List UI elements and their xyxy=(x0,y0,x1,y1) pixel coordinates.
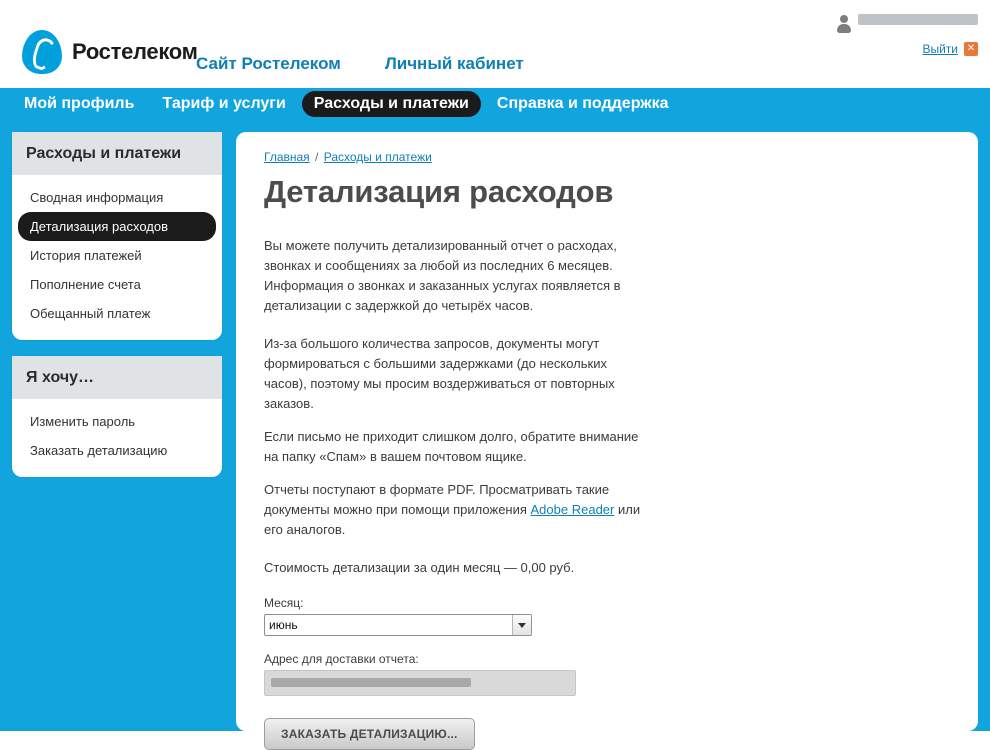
pdf-paragraph-after: или его аналогов. xyxy=(264,502,641,537)
nav-item-support[interactable]: Справка и поддержка xyxy=(496,95,669,112)
breadcrumb-home[interactable]: Главная xyxy=(264,150,310,164)
intro-paragraph: Вы можете получить детализированный отчет о расходах, звонках и сообщениях за любой из последних 6 месяцев. Информация о звонках и заказанных услугах появляется в детализации с задержкой до четырёх часов. xyxy=(264,238,621,313)
sidebar-panel-i-want xyxy=(12,356,222,477)
pdf-paragraph-before: Отчеты поступают в формате PDF. Просматривать такие документы можно при помощи приложения xyxy=(264,482,610,517)
sidebar-list-i-want xyxy=(12,399,222,477)
sidebar xyxy=(12,132,222,731)
adobe-reader-link[interactable]: Adobe Reader xyxy=(530,502,615,517)
header-nav-site[interactable]: Сайт Ростелеком xyxy=(196,54,341,73)
site-logo[interactable] xyxy=(22,30,198,74)
address-field[interactable] xyxy=(264,670,576,696)
user-block xyxy=(698,14,978,56)
logout-row xyxy=(698,42,978,56)
sidebar-item-order-detalization[interactable]: Заказать детализацию xyxy=(30,443,168,459)
logout-close-icon[interactable]: ✕ xyxy=(964,42,978,56)
price-note: Стоимость детализации за один месяц — 0,00 руб. xyxy=(264,560,575,575)
logo-text: Ростелеком xyxy=(72,39,198,64)
sidebar-item-promised-payment[interactable]: Обещанный платеж xyxy=(30,306,151,322)
breadcrumb xyxy=(264,150,950,164)
site-header xyxy=(0,0,990,88)
spam-paragraph: Если письмо не приходит слишком долго, обратите внимание на папку «Спам» в вашем почтовом ящике. xyxy=(264,429,639,464)
page-title: Детализация расходов xyxy=(264,174,614,209)
sidebar-item-detalization[interactable]: Детализация расходов xyxy=(18,212,216,241)
redacted-address-value xyxy=(271,678,471,687)
nav-item-expenses[interactable]: Расходы и платежи xyxy=(302,91,481,117)
sidebar-panel-title-i-want: Я хочу… xyxy=(12,356,222,399)
user-name-redacted xyxy=(858,14,978,25)
month-label: Месяц: xyxy=(264,596,304,610)
nav-item-tariff[interactable]: Тариф и услуги xyxy=(162,95,286,112)
rostelecom-logo-icon xyxy=(22,30,62,74)
body xyxy=(0,120,990,741)
header-nav xyxy=(196,54,524,74)
address-label: Адрес для доставки отчета: xyxy=(264,652,419,666)
sidebar-item-top-up[interactable]: Пополнение счета xyxy=(30,277,141,293)
main-nav xyxy=(0,88,990,120)
order-detalization-button[interactable]: ЗАКАЗАТЬ ДЕТАЛИЗАЦИЮ... xyxy=(264,718,475,750)
sidebar-list-expenses xyxy=(12,175,222,340)
header-nav-account[interactable]: Личный кабинет xyxy=(384,54,524,73)
breadcrumb-separator: / xyxy=(315,150,319,164)
sidebar-item-change-password[interactable]: Изменить пароль xyxy=(30,414,136,430)
sidebar-panel-title-expenses: Расходы и платежи xyxy=(12,132,222,175)
redacted-name-line-2 xyxy=(858,14,978,25)
pdf-paragraph xyxy=(264,480,644,540)
main-content xyxy=(236,132,978,741)
month-select-wrap xyxy=(264,614,532,636)
user-icon xyxy=(836,14,852,34)
user-name-row xyxy=(698,14,978,34)
month-select[interactable] xyxy=(264,614,532,636)
sidebar-item-payment-history[interactable]: История платежей xyxy=(30,248,142,264)
sidebar-panel-expenses xyxy=(12,132,222,340)
delay-paragraph: Из-за большого количества запросов, документы могут формироваться с большими задержками (до нескольких часов), поэтому мы просим воздерживаться от повторных заказов. xyxy=(264,336,615,411)
logout-link[interactable]: Выйти xyxy=(922,42,958,56)
breadcrumb-current[interactable]: Расходы и платежи xyxy=(323,150,432,164)
sidebar-item-summary[interactable]: Сводная информация xyxy=(30,190,164,206)
nav-item-profile[interactable]: Мой профиль xyxy=(24,95,135,112)
